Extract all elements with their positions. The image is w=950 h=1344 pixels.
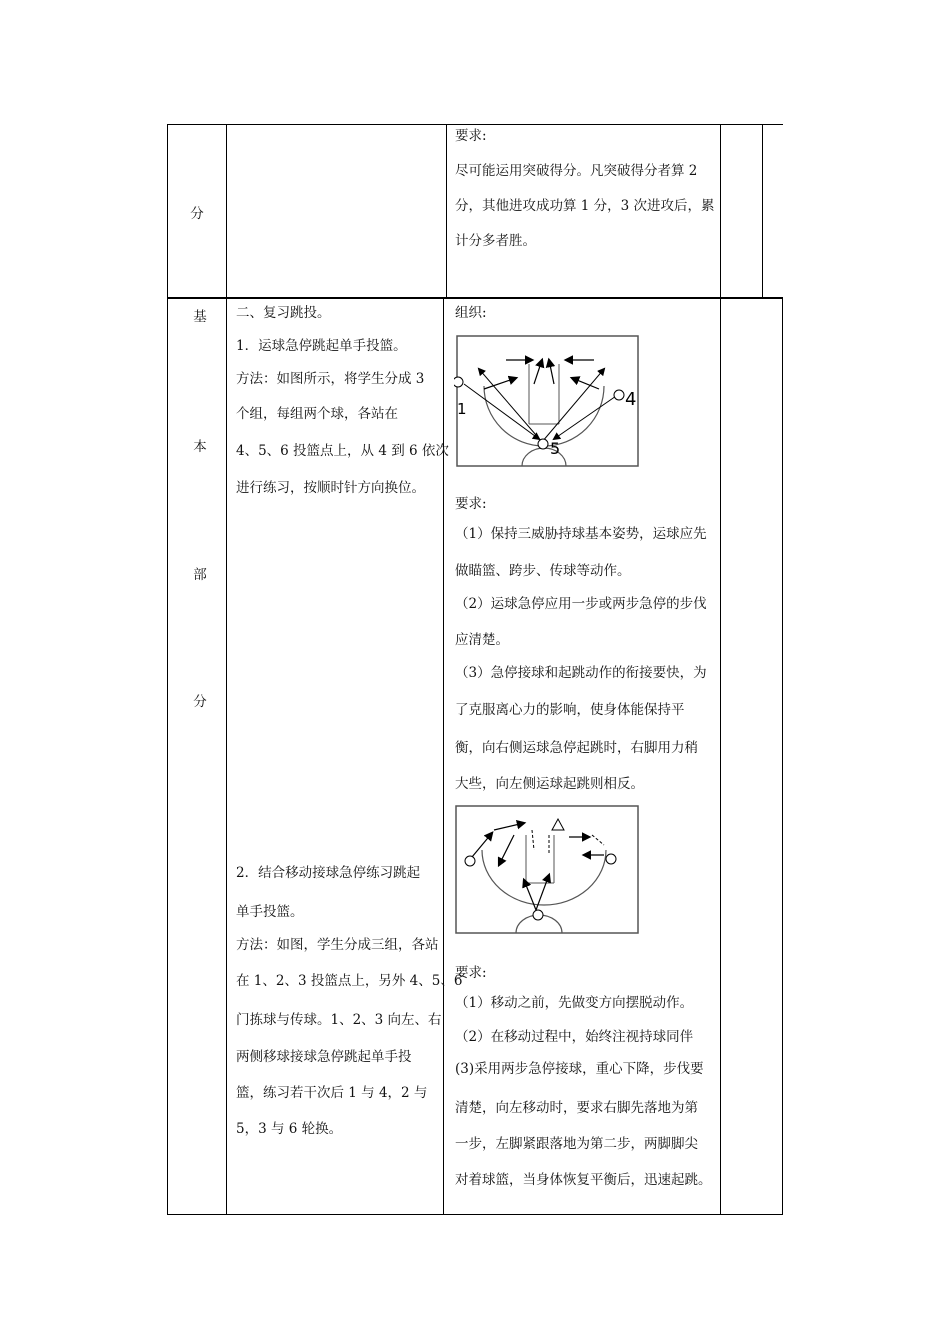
requirement-1-line: （3）急停接球和起跳动作的衔接要快，为 (455, 665, 707, 681)
requirement-1-title: 要求: (455, 496, 487, 512)
main-section-char: 分 (193, 694, 207, 710)
diagram1-label: 5 (550, 439, 561, 458)
main-section-char: 基 (193, 309, 207, 325)
requirement-2-line: 清楚，向左移动时，要求右脚先落地为第 (455, 1100, 698, 1116)
left-a-line: 1．运球急停跳起单手投篮。 (236, 338, 407, 354)
requirement-2-line: 对着球篮，当身体恢复平衡后，迅速起跳。 (455, 1172, 712, 1188)
left-b-line: 5，3 与 6 轮换。 (236, 1121, 343, 1137)
requirement-2-line: （2）在移动过程中，始终注视持球同伴 (455, 1029, 694, 1045)
diagram1-label: 1 (457, 400, 467, 418)
top-col-line-4 (720, 124, 721, 298)
left-b-line: 在 1、2、3 投篮点上，另外 4、5、6 (236, 973, 463, 989)
top-col-line-5 (762, 124, 763, 298)
requirement-1-line: 大些，向左侧运球起跳则相反。 (455, 776, 644, 792)
requirement-2-line: （1）移动之前，先做变方向摆脱动作。 (455, 995, 694, 1011)
requirement-1-line: （2）运球急停应用一步或两步急停的步伐 (455, 596, 707, 612)
left-a-line: 4、5、6 投篮点上，从 4 到 6 依次 (236, 443, 449, 459)
main-section-char: 本 (193, 439, 207, 455)
left-b-line: 单手投篮。 (236, 904, 304, 920)
requirement-2-line: (3)采用两步急停接球，重心下降，步伐要 (455, 1061, 704, 1077)
left-a-line: 二、复习跳投。 (236, 305, 331, 321)
left-a-line: 个组，每组两个球，各站在 (236, 406, 398, 422)
requirement-1-line: 应清楚。 (455, 632, 509, 648)
left-b-line: 方法：如图，学生分成三组，各站 (236, 937, 439, 953)
left-b-line: 篮，练习若干次后 1 与 4，2 与 (236, 1085, 428, 1101)
left-b-line: 2．结合移动接球急停练习跳起 (236, 865, 421, 881)
main-section-char: 部 (193, 567, 207, 583)
main-table-bottom-border (167, 1214, 783, 1215)
court-diagram-1 (454, 334, 644, 470)
left-a-line: 方法：如图所示，将学生分成 3 (236, 371, 425, 387)
court-diagram-2 (454, 805, 644, 937)
diagram1-label: 4 (625, 389, 637, 410)
requirement-1-line: 衡，向右侧运球急停起跳时，右脚用力稍 (455, 740, 698, 756)
top-requirement-title: 要求: (455, 128, 487, 144)
top-section-char: 分 (190, 206, 204, 222)
requirement-2-line: 一步，左脚紧跟落地为第二步，两脚脚尖 (455, 1136, 698, 1152)
main-col-line-5 (782, 298, 783, 1215)
left-b-line: 两侧移球接球急停跳起单手投 (236, 1049, 412, 1065)
requirement-1-line: 了克服离心力的影响，使身体能保持平 (455, 702, 685, 718)
requirement-1-line: 做瞄篮、跨步、传球等动作。 (455, 563, 631, 579)
main-col-line-4 (720, 298, 721, 1215)
top-requirement-line: 尽可能运用突破得分。凡突破得分者算 2 (455, 163, 698, 179)
organization-title: 组织: (455, 305, 487, 321)
top-col-line-3 (446, 124, 447, 298)
top-requirement-line: 计分多者胜。 (455, 233, 536, 249)
left-b-line: 门拣球与传球。1、2、3 向左、右 (236, 1012, 442, 1028)
top-requirement-line: 分，其他进攻成功算 1 分，3 次进攻后，累 (455, 198, 715, 214)
left-a-line: 进行练习，按顺时针方向换位。 (236, 480, 425, 496)
requirement-2-title: 要求: (455, 965, 487, 981)
main-col-line-1 (167, 298, 168, 1215)
requirement-1-line: （1）保持三威胁持球基本姿势，运球应先 (455, 526, 707, 542)
